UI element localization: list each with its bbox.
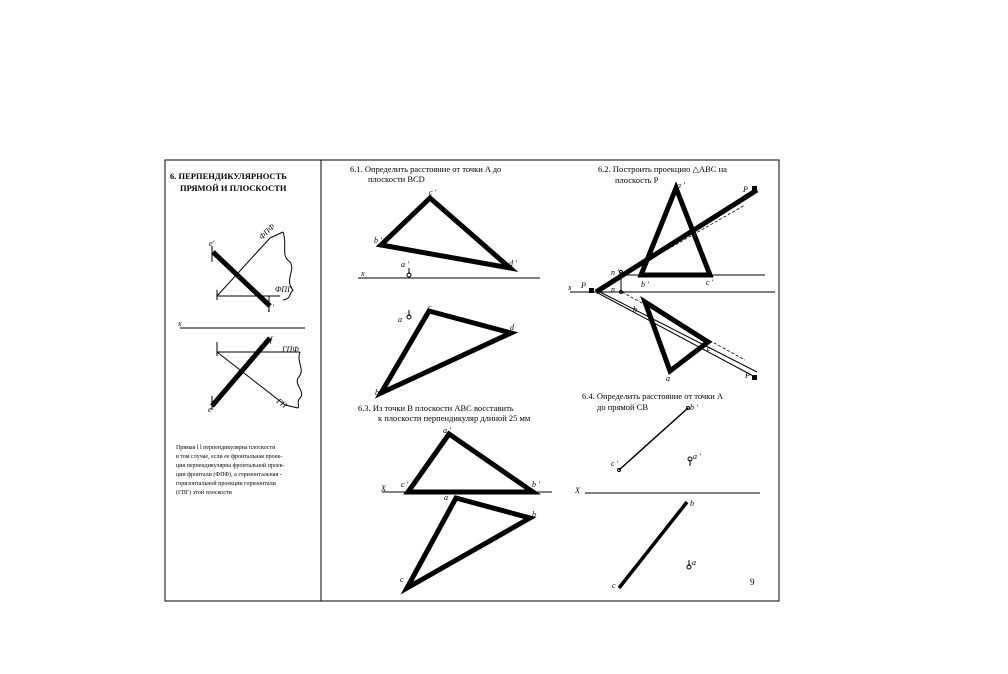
left-upper-fpf-line	[217, 238, 270, 296]
task-6-2-plane-p-inner-line	[600, 292, 757, 372]
task-6-3-line1: 6.3. Из точки B плоскости ABC восставить	[358, 403, 514, 413]
left-panel	[170, 171, 305, 496]
left-label-fpf: ФПГ	[275, 285, 292, 294]
task-6-4-label-b-prime: b '	[690, 403, 698, 412]
task-6-4-frontal-segment	[619, 408, 688, 470]
task-6-3-x-label: X	[381, 484, 386, 493]
task-6-1-label-d-prime: d '	[509, 259, 517, 268]
task-6-2-label-a: a	[666, 374, 670, 383]
task-6-4-label-a-prime: a '	[693, 452, 701, 461]
task-6-3-label-c-prime: c '	[401, 480, 409, 489]
task-6-2-line2: плоскость P	[615, 175, 659, 185]
left-note-line-4: ции фронтали (ФПФ), а горизонтальная -	[176, 472, 282, 478]
left-note-line-2: в том случае, если ее фронтальная проек-	[176, 454, 283, 460]
left-upper-perpendicular	[213, 252, 270, 306]
task-6-4-horizontal-segment	[619, 502, 687, 588]
task-6-1	[350, 164, 540, 397]
left-label-f: f	[270, 335, 273, 344]
left-x-label: x	[178, 319, 182, 328]
task-6-2-label-c: c	[707, 344, 711, 353]
task-6-2-p-top-marker	[752, 186, 757, 191]
task-6-2-label-n-prime: n '	[611, 268, 619, 277]
task-6-1-label-c-prime: c '	[429, 188, 437, 197]
task-6-2-horizontal-triangle	[645, 302, 708, 371]
task-6-4-x-label: X	[575, 486, 580, 495]
task-6-3-horizontal-triangle	[407, 498, 530, 588]
left-note-line-1: Прямая l l перпендикулярна плоскости	[176, 445, 276, 451]
task-6-1-line1: 6.1. Определить расстояние от точки A до	[350, 164, 502, 174]
left-label-e-prime: e'	[209, 239, 215, 248]
task-6-1-label-b: b	[375, 388, 379, 397]
task-6-2-label-h: h	[633, 305, 637, 314]
task-6-4-label-b: b	[690, 499, 694, 508]
task-6-4-line2: до прямой CB	[597, 402, 649, 412]
task-6-4	[574, 391, 760, 590]
task-6-2-label-a-prime: a '	[677, 181, 685, 190]
task-6-2-line1: 6.2. Построить проекцию △ABC на	[598, 164, 727, 174]
left-label-gp: ГП	[274, 396, 289, 410]
task-6-1-line2: плоскости BCD	[368, 174, 425, 184]
task-6-3-frontal-triangle	[408, 434, 533, 492]
task-6-3-label-c: c	[400, 575, 404, 584]
task-6-1-label-a-prime: a '	[401, 260, 409, 269]
task-6-2-horizontal-dashed	[622, 292, 745, 360]
task-6-2-label-p-bottom: P	[745, 371, 750, 380]
task-6-1-label-b-prime: b '	[374, 236, 382, 245]
task-6-2	[567, 164, 775, 383]
task-6-1-label-a: a	[398, 315, 402, 324]
task-6-2-label-p-left: P	[581, 281, 586, 290]
task-6-2-label-c-prime: c '	[706, 278, 714, 287]
task-6-2-label-b-prime: b '	[641, 280, 649, 289]
left-lower-gpf-tail	[285, 405, 298, 408]
left-title-line1: 6. ПЕРПЕНДИКУЛЯРНОСТЬ	[170, 171, 287, 181]
task-6-3-line2: к плоскости перпендикуляр длиной 25 мм	[378, 413, 531, 423]
sheet-frame	[165, 160, 779, 601]
left-note-line-5: горизонтальной проекции горизонтали	[176, 481, 276, 487]
task-6-1-frontal-triangle	[381, 198, 510, 268]
task-6-1-x-label: x	[361, 269, 365, 278]
left-note-line-6: (ГПГ) этой плоскости	[176, 490, 232, 496]
task-6-1-label-d: d	[510, 323, 514, 332]
task-6-3-label-b: b	[532, 510, 536, 519]
task-6-3	[358, 403, 552, 588]
left-lower-break-line	[297, 352, 302, 408]
left-note-line-3: ция перпендикулярна фронтальной проек-	[176, 463, 285, 469]
task-6-4-label-a: a	[692, 558, 696, 567]
left-label-gpf: ГПФ	[282, 345, 299, 354]
task-6-4-label-c-prime: c '	[611, 459, 619, 468]
page-number: 9	[750, 577, 755, 587]
left-lower-perpendicular	[212, 338, 270, 406]
task-6-2-frontal-triangle	[641, 188, 710, 275]
task-6-2-x-label: x	[568, 283, 572, 292]
task-6-3-label-a-prime: a '	[443, 426, 451, 435]
task-6-1-label-c: c	[428, 303, 432, 312]
task-6-4-line1: 6.4. Определить расстояние от точки A	[582, 391, 724, 401]
task-6-2-p-bottom-marker	[752, 375, 757, 380]
left-label-f-prime: f '	[268, 303, 274, 312]
left-label-e: e	[208, 405, 212, 414]
task-6-2-label-n: n	[611, 285, 615, 294]
task-6-3-label-a: a	[444, 493, 448, 502]
task-6-4-label-c: c	[612, 581, 616, 590]
left-label-fpf-top: ФПФ	[257, 221, 277, 242]
left-upper-fpf-tail	[270, 232, 283, 238]
task-6-2-label-p-top: P	[743, 185, 748, 194]
left-title-line2: ПРЯМОЙ И ПЛОСКОСТИ	[180, 183, 287, 193]
task-6-3-label-b-prime: b '	[532, 480, 540, 489]
